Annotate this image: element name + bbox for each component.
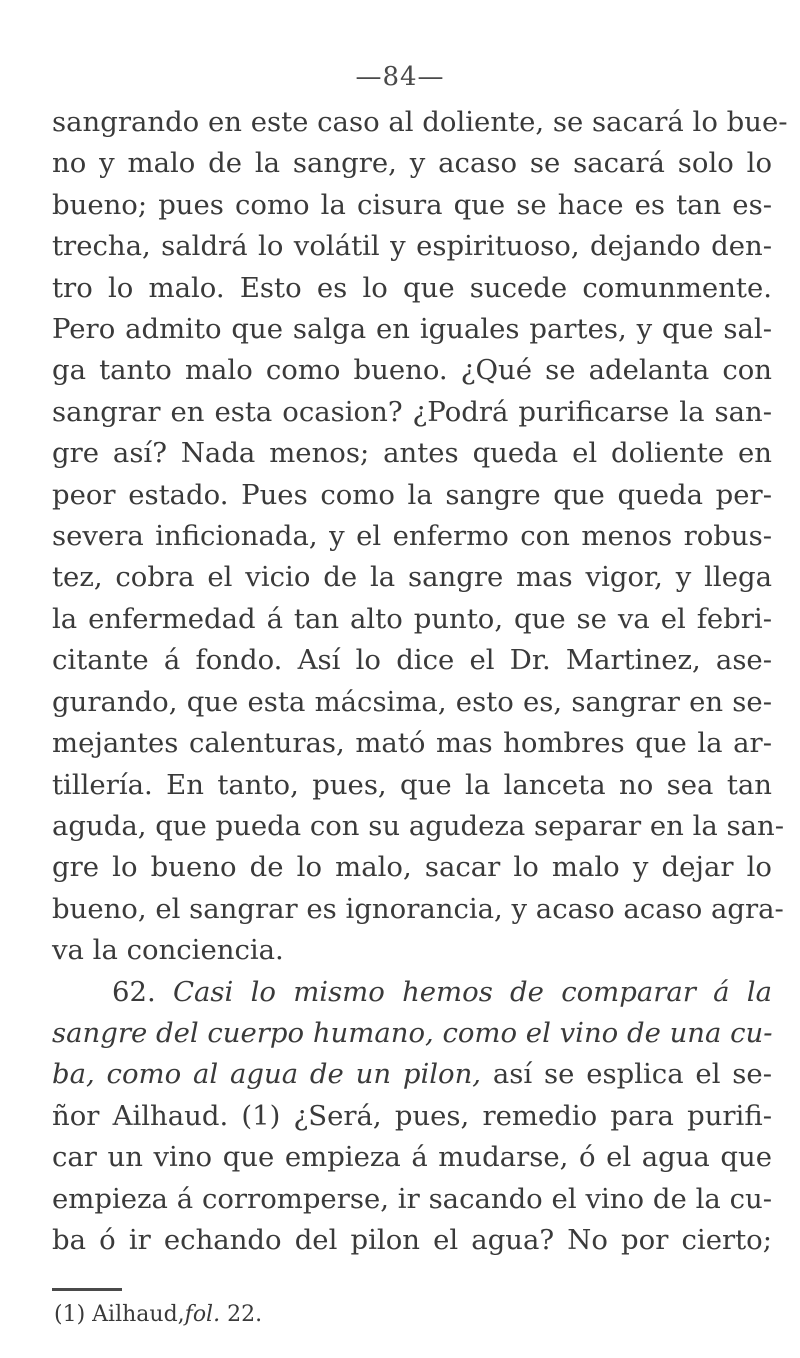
footnote-author: Ailhaud, bbox=[92, 1302, 185, 1327]
footnote-ref: fol. bbox=[184, 1302, 221, 1327]
paragraph-62-line: car un vino que empieza á mudarse, ó el agua que bbox=[52, 1141, 772, 1174]
text-line: citante á fondo. Así lo dice el Dr. Martinez, ase- bbox=[52, 644, 772, 677]
text-line: tez, cobra el vicio de la sangre mas vigor, y llega bbox=[52, 561, 772, 594]
text-line: gre así? Nada menos; antes queda el doliente en bbox=[52, 437, 772, 470]
footnote bbox=[54, 1300, 262, 1330]
text-line: gre lo bueno de lo malo, sacar lo malo y dejar lo bbox=[52, 851, 772, 884]
text-line: no y malo de la sangre, y acaso se sacará solo lo bbox=[52, 147, 772, 180]
paragraph-number: 62. bbox=[112, 975, 156, 1008]
text-line: ga tanto malo como bueno. ¿Qué se adelanta con bbox=[52, 354, 772, 387]
text-line: Pero admito que salga en iguales partes, y que sal- bbox=[52, 313, 772, 346]
footnote-marker: (1) bbox=[54, 1302, 86, 1327]
paragraph-62-line: empieza á corromperse, ir sacando el vino de la cu- bbox=[52, 1182, 772, 1215]
text-line: sangrando en este caso al doliente, se sacará lo bue- bbox=[52, 106, 788, 138]
text-line: trecha, saldrá lo volátil y espirituoso, dejando den- bbox=[52, 230, 772, 263]
text-fragment: así se esplica el se- bbox=[492, 1058, 772, 1091]
italic-quote: Casi lo mismo hemos de comparar á la bbox=[173, 975, 773, 1008]
paragraph-62-line bbox=[52, 1054, 772, 1095]
text-line: va la conciencia. bbox=[52, 934, 284, 967]
text-line: bueno; pues como la cisura que se hace es tan es- bbox=[52, 188, 772, 221]
text-line: severa inficionada, y el enfermo con menos robus- bbox=[52, 520, 772, 553]
text-line: bueno, el sangrar es ignorancia, y acaso acaso agra- bbox=[52, 892, 784, 925]
paragraph-62-line: ba ó ir echando del pilon el agua? No por cierto; bbox=[52, 1223, 772, 1256]
text-line: peor estado. Pues como la sangre que queda per- bbox=[52, 478, 772, 511]
text-line: gurando, que esta mácsima, esto es, sangrar en se- bbox=[52, 685, 772, 718]
text-line: aguda, que pueda con su agudeza separar en la san- bbox=[52, 809, 785, 842]
text-line: tillería. En tanto, pues, que la lanceta no sea tan bbox=[52, 768, 772, 801]
paragraph-62-line bbox=[52, 972, 772, 1013]
footnote-rule bbox=[52, 1288, 122, 1291]
italic-quote: ba, como al agua de un pilon, bbox=[52, 1058, 482, 1091]
italic-quote: sangre del cuerpo humano, como el vino de una cu- bbox=[52, 1016, 773, 1049]
paragraph-62-line: ñor Ailhaud. (1) ¿Será, pues, remedio para purifi- bbox=[52, 1099, 772, 1132]
text-line: mejantes calenturas, mató mas hombres que la ar- bbox=[52, 727, 772, 760]
page-number: —84— bbox=[355, 62, 445, 92]
paragraph-62-line bbox=[52, 1013, 772, 1054]
text-line: tro lo malo. Esto es lo que sucede comunmente. bbox=[52, 271, 772, 304]
text-line: sangrar en esta ocasion? ¿Podrá purificarse la san- bbox=[52, 395, 772, 428]
page-body bbox=[52, 102, 788, 1261]
footnote-ref-number: 22. bbox=[227, 1302, 263, 1327]
text-line: la enfermedad á tan alto punto, que se va el febri- bbox=[52, 602, 772, 635]
